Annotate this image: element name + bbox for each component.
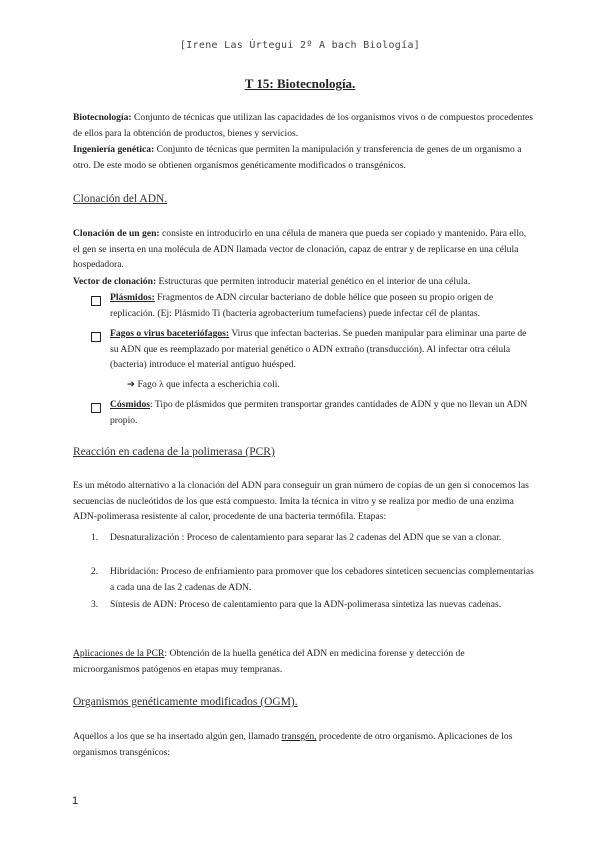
definition-ingenieria bbox=[73, 142, 533, 173]
checkbox-cosmidos[interactable] bbox=[91, 403, 101, 413]
text-ogm-a: Aquellos a los que se ha insertado algún gen, llamado bbox=[73, 731, 282, 742]
term-biotecnologia: Biotecnología: bbox=[73, 112, 132, 123]
def-biotecnologia: Conjunto de técnicas que utilizan las capacidades de los organismos vivos o de compuestos procedentes de ellos para la obtención de productos, bienes y servicios. bbox=[73, 112, 533, 139]
list-item bbox=[110, 290, 535, 321]
paragraph-ogm bbox=[73, 729, 533, 760]
def-ingenieria: Conjunto de técnicas que permiten la manipulación y transferencia de genes de un organismo a otro. De este modo se obtienen organismos genéticamente modificados o transgénicos. bbox=[73, 144, 522, 171]
section-heading-clonacion: Clonación del ADN. bbox=[73, 193, 168, 205]
sub-list-item bbox=[127, 377, 280, 393]
term-transgen: transgén, bbox=[281, 731, 317, 742]
text-aplicaciones-pcr: : Obtención de la huella genética del ADN en medicina forense y detección de microorganismos patógenos en etapas muy tempranas. bbox=[73, 648, 465, 675]
step-text: Hibridación: Proceso de enfriamiento para promover que los cebadores sinteticen secuencias complementarias a cada una de las 2 cadenas de ADN. bbox=[110, 566, 534, 593]
sub-item-fago: Fago λ que infecta a escherichia coli. bbox=[137, 379, 280, 390]
page-title: T 15: Biotecnología. bbox=[244, 76, 356, 91]
arrow-icon: ➔ bbox=[127, 379, 136, 390]
term-plasmidos: Plásmidos: bbox=[110, 292, 155, 303]
paragraph-pcr-intro: Es un método alternativo a la clonación del ADN para conseguir un gran número de copias de un gen si conocemos las secuencias de nucleótidos de los que está compuesto. Imita la técnica in vitro y se realiza por medio de una enzima ADN-polimerasa resistente al calor, procedente de una bacteria termófila. Etapas: bbox=[73, 480, 529, 523]
paragraph-pcr-aplicaciones bbox=[73, 646, 533, 677]
term-aplicaciones-pcr: Aplicaciones de la PCR bbox=[73, 648, 165, 659]
def-clonacion-gen: consiste en introducirlo en una célula de manera que pueda ser copiado y mantenido. Para ello, el gen se inserta en una molécula de ADN llamada vector de clonación, capaz de entrar y de replicarse en una célula hospedadora. bbox=[73, 228, 527, 271]
term-fagos: Fagos o virus baceteriófagos: bbox=[110, 328, 230, 339]
term-clonacion-gen: Clonación de un gen: bbox=[73, 228, 160, 239]
step-number: 3. bbox=[91, 599, 99, 610]
list-item bbox=[110, 326, 535, 373]
paragraph-vector bbox=[73, 274, 533, 290]
step-number: 2. bbox=[91, 566, 99, 577]
term-ingenieria: Ingeniería genética: bbox=[73, 144, 155, 155]
checkbox-plasmidos[interactable] bbox=[91, 296, 101, 306]
paragraph-clonacion-gen bbox=[73, 226, 533, 273]
definition-biotecnologia bbox=[73, 110, 533, 141]
def-vector: Estructuras que permiten introducir material genético en el interior de una célula. bbox=[158, 276, 471, 287]
step-text: Desnaturalización : Proceso de calentamiento para separar las 2 cadenas del ADN que se van a clonar. bbox=[110, 532, 502, 543]
text-cosmidos: : Tipo de plásmidos que permiten transportar grandes cantidades de ADN y que no llevan un ADN propio. bbox=[110, 399, 528, 426]
text-ogm-b: procedente de otro organismo. Aplicaciones de los organismos transgénicos: bbox=[73, 731, 513, 758]
checkbox-fagos[interactable] bbox=[91, 332, 101, 342]
document-header: [Irene Las Úrtegui 2º A bach Biología] bbox=[179, 40, 421, 51]
term-vector: Vector de clonación: bbox=[73, 276, 157, 287]
list-item bbox=[110, 397, 535, 428]
section-heading-pcr: Reacción en cadena de la polimerasa (PCR) bbox=[73, 446, 275, 458]
page-number: 1 bbox=[72, 795, 79, 807]
text-fagos: Virus que infectan bacterias. Se pueden manipular para eliminar una parte de su ADN que es reemplazado por material genético o ADN extraño (transducción). Al infectar otra célula (bacteria) introduce el material antiguo huésped. bbox=[110, 328, 527, 371]
section-heading-ogm: Organismos genéticamente modificados (OGM). bbox=[73, 696, 298, 708]
step-number: 1. bbox=[91, 532, 99, 543]
text-plasmidos: Fragmentos de ADN circular bacteriano de doble hélice que poseen su propio origen de replicación. (Ej: Plásmido Ti (bacteria agrobacterium tumefaciens) puede infectar cél de plantas. bbox=[110, 292, 494, 319]
term-cosmidos: Cósmidos bbox=[110, 399, 150, 410]
step-text: Síntesis de ADN: Proceso de calentamiento para que la ADN-polimerasa sintetiza las nuevas cadenas. bbox=[110, 599, 502, 610]
